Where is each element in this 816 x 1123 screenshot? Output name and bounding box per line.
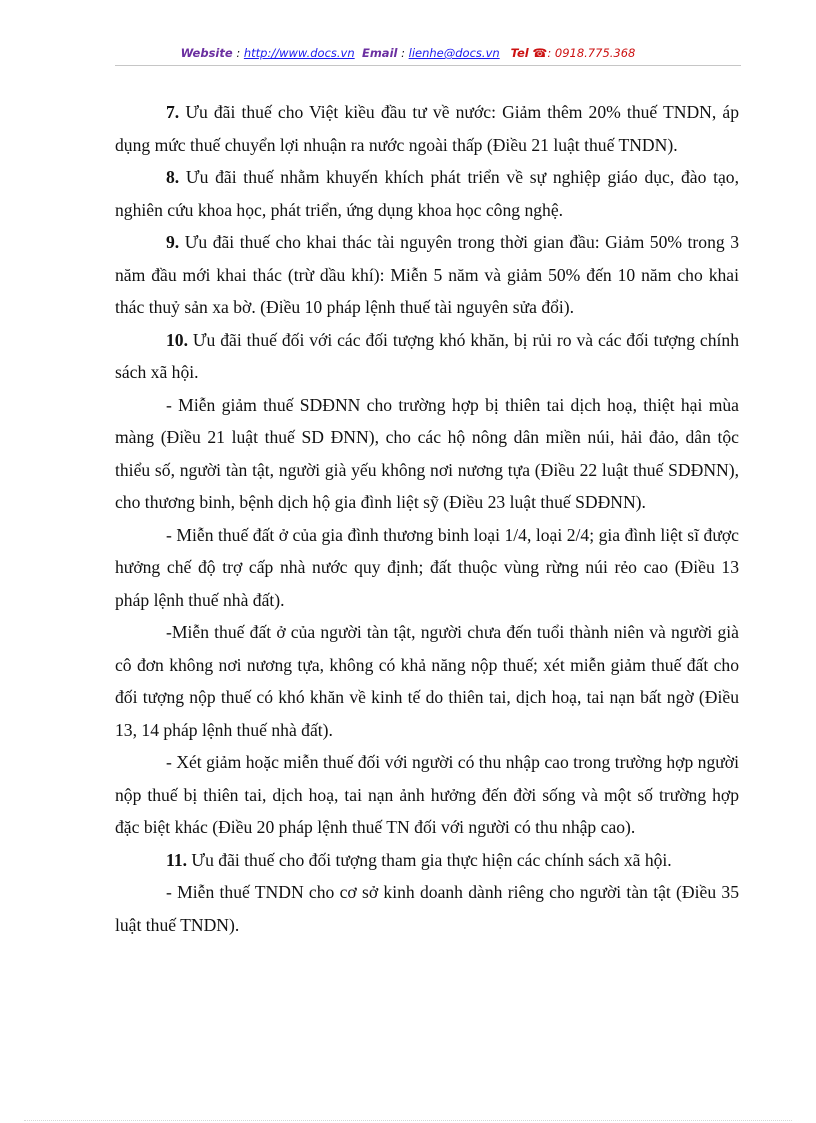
website-link[interactable]: http://www.docs.vn: [243, 46, 355, 60]
paragraph-text: - Miễn thuế đất ở của gia đình thương binh loại 1/4, loại 2/4; gia đình liệt sĩ được hưởng chế độ trợ cấp nhà nước quy định; đất thuộc vùng rừng núi rẻo cao (Điều 13 pháp lệnh thuế nhà đất).: [115, 524, 739, 610]
paragraph-text: - Xét giảm hoặc miễn thuế đối với người có thu nhập cao trong trường hợp người nộp thuế bị thiên tai, dịch hoạ, tai nạn ảnh hưởng đến đời sống và một số trường hợp đặc biệt khác (Điều 20 pháp lệnh thuế TN đối với người có thu nhập cao).: [115, 752, 739, 837]
email-link[interactable]: lienhe@docs.vn: [408, 46, 500, 60]
paragraph-text: - Miễn giảm thuế SDĐNN cho trường hợp bị thiên tai dịch hoạ, thiệt hại mùa màng (Điều 21 luật thuế SD ĐNN), cho các hộ nông dân miền núi, hải đảo, dân tộc thiểu số, người tàn tật, người già yếu không nơi nương tựa (Điều 22 luật thuế SDĐNN), cho thương binh, bệnh dịch hộ gia đình liệt sỹ (Điều 23 luật thuế SDĐNN).: [115, 394, 739, 512]
paragraph-11: [115, 844, 739, 877]
website-separator: :: [232, 46, 244, 60]
document-body: [115, 96, 739, 941]
paragraph-text: Ưu đãi thuế đối với các đối tượng khó khăn, bị rủi ro và các đối tượng chính sách xã hội.: [115, 329, 739, 382]
item-number: 11.: [166, 849, 188, 870]
paragraph-9: [115, 226, 739, 324]
paragraph-8: [115, 161, 739, 226]
email-label: Email: [361, 46, 398, 60]
website-label: Website: [180, 46, 233, 60]
bullet-sddnn-exemption: [115, 389, 739, 519]
bullet-high-income: [115, 746, 739, 844]
paragraph-text: Ưu đãi thuế nhằm khuyến khích phát triển về sự nghiệp giáo dục, đào tạo, nghiên cứu khoa học, phát triển, ứng dụng khoa học công nghệ.: [115, 167, 739, 220]
footer-divider: [24, 1120, 792, 1121]
email-separator: :: [397, 46, 409, 60]
paragraph-7: [115, 96, 739, 161]
item-number: 7.: [166, 102, 180, 122]
phone-number: : 0918.775.368: [547, 46, 636, 60]
item-number: 10.: [166, 329, 188, 350]
page-header: [0, 46, 816, 60]
tel-label: Tel: [510, 46, 529, 60]
bullet-land-tax-disabled: [115, 616, 739, 746]
bullet-land-tax-war-invalids: [115, 519, 739, 617]
paragraph-text: Ưu đãi thuế cho Việt kiều đầu tư về nước: Giảm thêm 20% thuế TNDN, áp dụng mức thuế chuyển lợi nhuận ra nước ngoài thấp (Điều 21 luật thuế TNDN).: [115, 102, 739, 155]
paragraph-text: Ưu đãi thuế cho đối tượng tham gia thực hiện các chính sách xã hội.: [187, 849, 672, 870]
item-number: 9.: [166, 232, 180, 252]
bullet-cit-disabled-business: [115, 876, 739, 941]
header-divider: [115, 65, 741, 66]
paragraph-text: - Miễn thuế TNDN cho cơ sở kinh doanh dành riêng cho người tàn tật (Điều 35 luật thuế TNDN).: [115, 882, 739, 935]
item-number: 8.: [166, 167, 180, 187]
telephone-icon: ☎: [532, 46, 548, 60]
paragraph-text: -Miễn thuế đất ở của người tàn tật, người chưa đến tuổi thành niên và người già cô đơn không nơi nương tựa, không có khả năng nộp thuế; xét miễn giảm thuế đất cho đối tượng nộp thuế có khó khăn về kinh tế do thiên tai, dịch hoạ, tai nạn bất ngờ (Điều 13, 14 pháp lệnh thuế nhà đất).: [115, 622, 739, 740]
paragraph-10: [115, 324, 739, 389]
paragraph-text: Ưu đãi thuế cho khai thác tài nguyên trong thời gian đầu: Giảm 50% trong 3 năm đầu mới khai thác (trừ dầu khí): Miễn 5 năm và giảm 50% đến 10 năm cho khai thác thuỷ sản xa bờ. (Điều 10 pháp lệnh thuế tài nguyên sửa đổi).: [115, 232, 739, 317]
